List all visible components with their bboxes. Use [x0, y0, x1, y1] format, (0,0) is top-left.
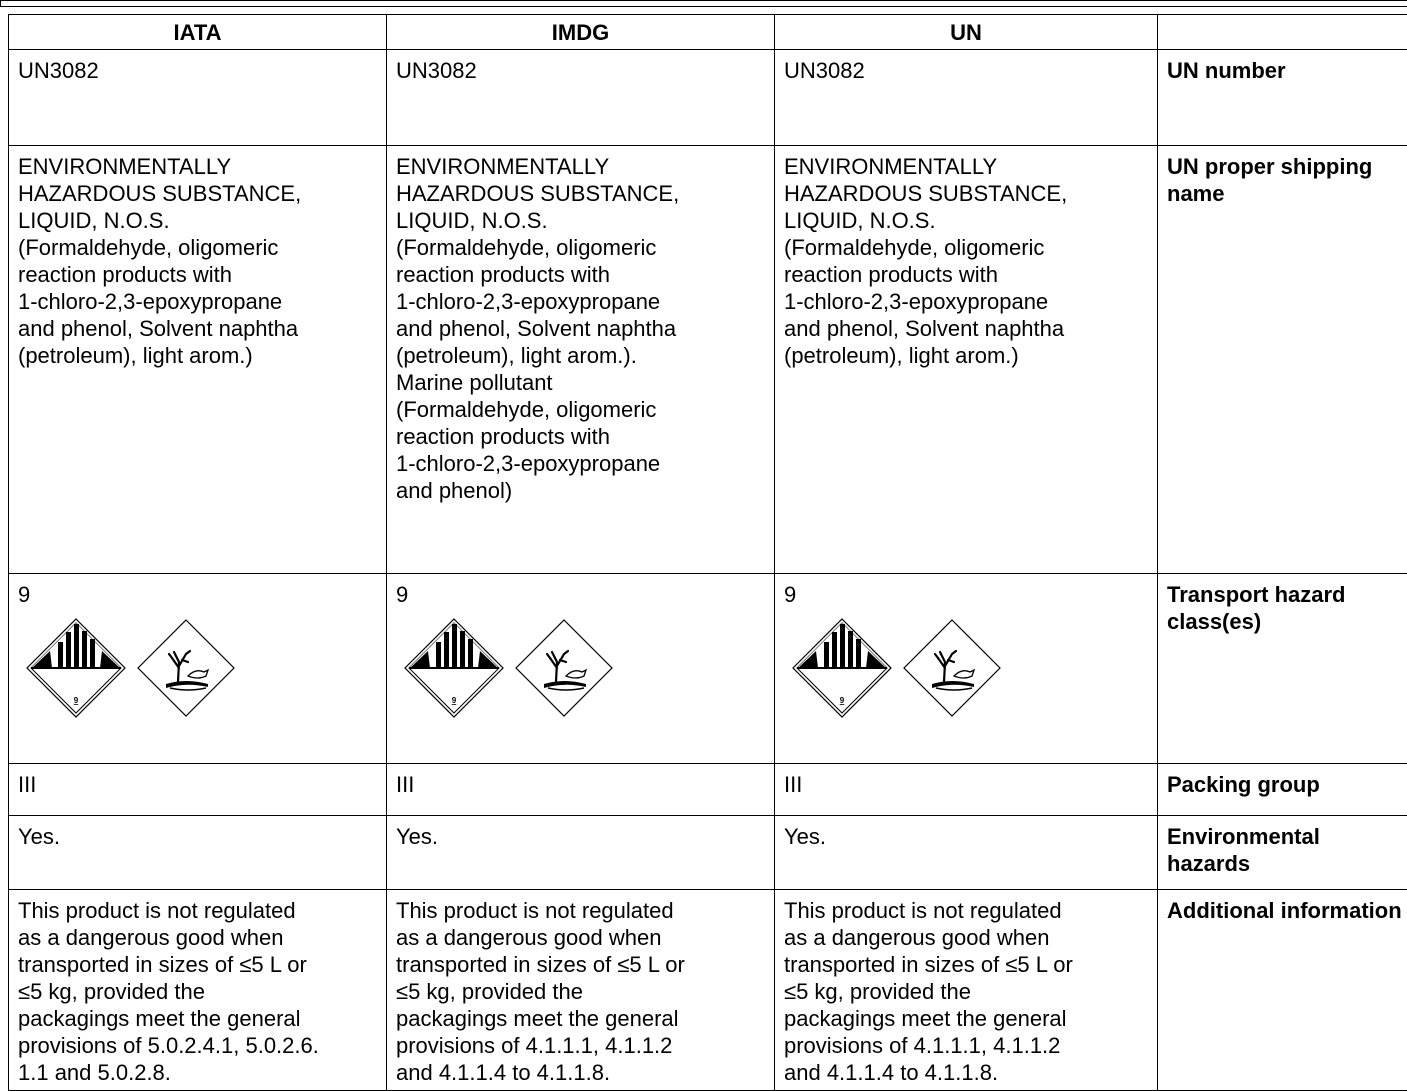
- pictogram-group: [784, 618, 1148, 728]
- table-row-additional-information: [9, 890, 1407, 1091]
- row-label: UN proper shipping name: [1158, 146, 1407, 574]
- column-header-blank: [1158, 15, 1407, 50]
- column-header-iata: IATA: [9, 15, 387, 50]
- svg-text:9: 9: [452, 696, 457, 705]
- class-number: 9: [784, 581, 1148, 608]
- table-row-packing-group: [9, 764, 1407, 816]
- cell-iata: This product is not regulated as a dangerous good when transported in sizes of ≤5 L or ≤5 kg, provided the packagings meet the general provisions of 5.0.2.4.1, 5.0.2.6. 1.1 and 5.0.2.8.: [9, 890, 387, 1091]
- row-label: Environmental hazards: [1158, 816, 1407, 890]
- svg-text:9: 9: [840, 696, 845, 705]
- class-number: 9: [396, 581, 765, 608]
- cell-iata: Yes.: [9, 816, 387, 890]
- class-9-miscellaneous-icon: [792, 618, 892, 724]
- transport-info-table: [8, 14, 1407, 1091]
- environmental-hazard-icon: [136, 618, 236, 724]
- column-header-un: UN: [775, 15, 1158, 50]
- cell-un: UN3082: [775, 50, 1158, 146]
- environmental-hazard-icon: [514, 618, 614, 724]
- cell-iata: [9, 574, 387, 764]
- row-label: Additional information: [1158, 890, 1407, 1091]
- page-top-frame: [0, 0, 1407, 7]
- cell-un: ENVIRONMENTALLY HAZARDOUS SUBSTANCE, LIQUID, N.O.S. (Formaldehyde, oligomeric reaction products with 1-chloro-2,3-epoxypropane and phenol, Solvent naphtha (petroleum), light arom.): [775, 146, 1158, 574]
- table-row-environmental-hazards: [9, 816, 1407, 890]
- pictogram-group: [396, 618, 765, 728]
- cell-imdg: III: [387, 764, 775, 816]
- cell-iata: III: [9, 764, 387, 816]
- table-row-shipping-name: [9, 146, 1407, 574]
- cell-imdg: Yes.: [387, 816, 775, 890]
- class-9-miscellaneous-icon: [404, 618, 504, 724]
- cell-un: This product is not regulated as a dangerous good when transported in sizes of ≤5 L or ≤5 kg, provided the packagings meet the general provisions of 4.1.1.1, 4.1.1.2 and 4.1.1.4 to 4.1.1.8.: [775, 890, 1158, 1091]
- class-number: 9: [18, 581, 377, 608]
- cell-iata: UN3082: [9, 50, 387, 146]
- cell-iata: ENVIRONMENTALLY HAZARDOUS SUBSTANCE, LIQUID, N.O.S. (Formaldehyde, oligomeric reaction products with 1-chloro-2,3-epoxypropane and phenol, Solvent naphtha (petroleum), light arom.): [9, 146, 387, 574]
- header-row: [9, 15, 1407, 50]
- cell-un: [775, 574, 1158, 764]
- cell-imdg: This product is not regulated as a dangerous good when transported in sizes of ≤5 L or ≤5 kg, provided the packagings meet the general provisions of 4.1.1.1, 4.1.1.2 and 4.1.1.4 to 4.1.1.8.: [387, 890, 775, 1091]
- pictogram-group: [18, 618, 377, 728]
- cell-imdg: [387, 574, 775, 764]
- cell-imdg: UN3082: [387, 50, 775, 146]
- table-row-un-number: [9, 50, 1407, 146]
- table-row-hazard-class: [9, 574, 1407, 764]
- row-label: UN number: [1158, 50, 1407, 146]
- class-9-miscellaneous-icon: [26, 618, 126, 724]
- row-label: Packing group: [1158, 764, 1407, 816]
- environmental-hazard-icon: [902, 618, 1002, 724]
- row-label: Transport hazard class(es): [1158, 574, 1407, 764]
- cell-un: Yes.: [775, 816, 1158, 890]
- svg-text:9: 9: [74, 696, 79, 705]
- cell-un: III: [775, 764, 1158, 816]
- cell-imdg: ENVIRONMENTALLY HAZARDOUS SUBSTANCE, LIQUID, N.O.S. (Formaldehyde, oligomeric reaction products with 1-chloro-2,3-epoxypropane and phenol, Solvent naphtha (petroleum), light arom.). Marine pollutant (Formaldehyde, oligomeric reaction products with 1-chloro-2,3-epoxypropane and phenol): [387, 146, 775, 574]
- column-header-imdg: IMDG: [387, 15, 775, 50]
